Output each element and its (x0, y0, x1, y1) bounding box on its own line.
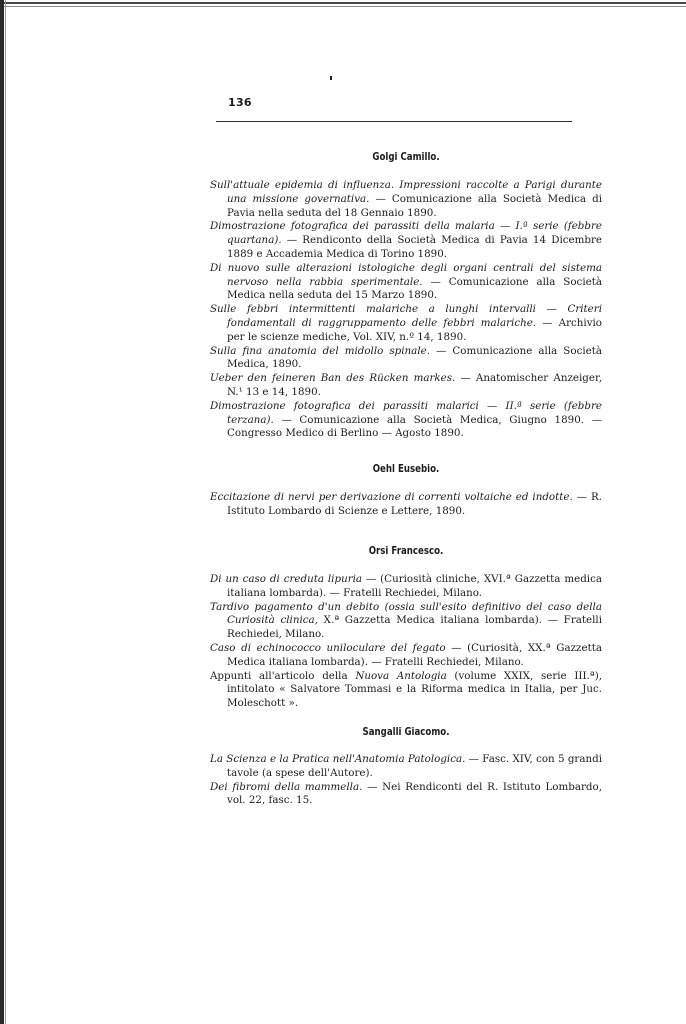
entry-details: — (Curiosità cliniche, XVI.ª Gazzetta medica italiana lombarda). — Fratelli Rechiedei, Milano. (227, 573, 602, 599)
entry-details: X.ª Gazzetta Medica italiana lombarda). — Fratelli Rechiedei, Milano. (227, 614, 603, 641)
entry-title: Sull'attuale epidemia di influenza. Impressioni raccolte a Parigi durante una missione governativa. (210, 179, 602, 205)
bib-entry (210, 781, 602, 809)
bib-entry (210, 345, 602, 373)
entry-prefix: Appunti all'articolo della (210, 669, 356, 682)
bib-entry (210, 491, 602, 519)
entry-details: — Comunicazione alla Società Medica, Giugno 1890. — Congresso Medico di Berlino — Agosto 1890. (227, 413, 602, 440)
entry-title: La Scienza e la Pratica nell'Anatomia Patologica. (210, 753, 466, 765)
entry-details: — Comunicazione alla Società Medica di Pavia nella seduta del 18 Gennaio 1890. (227, 192, 602, 219)
bib-entry (210, 601, 602, 642)
scan-left-edge-inner (5, 0, 6, 1024)
entries-sangalli (210, 753, 602, 808)
scan-left-edge (0, 0, 4, 1024)
entry-details: — Anatomischer Anzeiger, N.¹ 13 e 14, 1890. (227, 372, 603, 398)
bib-entry (210, 670, 602, 711)
entry-details: — Fasc. XIV, con 5 grandi tavole (a spese dell'Autore). (227, 753, 602, 779)
entry-title: Dimostrazione fotografica dei parassiti della malaria — I.ª serie (febbre quartana). (210, 220, 602, 247)
author-heading-golgi: Golgi Camillo. (372, 151, 440, 163)
header-rule (216, 121, 572, 122)
entry-title: Di nuovo sulle alterazioni istologiche degli organi centrali del sistema nervoso nella rabbia sperimentale. (210, 261, 602, 288)
entry-title: Eccitazione di nervi per derivazione di correnti voltaiche ed indotte. (210, 491, 573, 503)
entry-details: — Comunicazione alla Società Medica nella seduta del 15 Marzo 1890. (227, 275, 602, 302)
entry-title: Caso di echinococco uniloculare del fegato (210, 641, 446, 654)
entry-details: — (Curiosità, XX.ª Gazzetta Medica italiana lombarda). — Fratelli Rechiedei, Milano. (227, 641, 602, 668)
entries-orsi (210, 573, 602, 711)
scan-top-edge (0, 0, 686, 10)
bib-entry (210, 642, 602, 670)
bib-entry (210, 179, 602, 220)
entries-golgi (210, 179, 602, 441)
ink-speck (330, 76, 332, 80)
bib-entry (210, 303, 602, 344)
author-heading-oehl: Oehl Eusebio. (372, 463, 440, 475)
entry-title: Tardivo pagamento d'un debito (ossia sull'esito definitivo del caso della Curiosità clinica, (210, 600, 602, 627)
entry-details: — R. Istituto Lombardo di Scienze e Lettere, 1890. (227, 491, 602, 517)
entry-title: Sulla fina anatomia del midollo spinale. (210, 344, 430, 357)
entry-details: (volume XXIX, serie III.ª), intitolato « Salvatore Tommasi e la Riforma medica in Italia, per Juc. Moleschott ». (227, 669, 602, 710)
bib-entry (210, 262, 602, 303)
entry-title: Di un caso di creduta lipuria (210, 573, 363, 585)
bib-entry (210, 573, 602, 601)
entry-title: Dimostrazione fotografica dei parassiti malarici — II.ª serie (febbre terzana). (210, 399, 602, 426)
bib-entry (210, 372, 602, 400)
entry-details: — Archivio per le scienze mediche, Vol. XIV, n.º 14, 1890. (227, 316, 603, 343)
entry-title: Nuova Antologia (355, 669, 447, 682)
entry-details: — Comunicazione alla Società Medica, 1890. (227, 344, 602, 371)
author-heading-sangalli: Sangalli Giacomo. (362, 726, 450, 738)
entry-details: — Rendiconto della Società Medica di Pavia 14 Dicembre 1889 e Accademia Medica di Torino 1890. (227, 234, 602, 260)
bib-entry (210, 220, 602, 261)
entry-title: Dei fibromi della mammella. (210, 780, 363, 793)
entry-title: Sulle febbri intermittenti malariche a lunghi intervalli — Criteri fondamentali di raggruppamento delle febbri malariche. (210, 303, 602, 329)
entries-oehl (210, 491, 602, 519)
page-number: 136 (228, 96, 252, 109)
entry-title: Ueber den feineren Ban des Rücken markes. (210, 372, 456, 385)
entry-details: — Nei Rendiconti del R. Istituto Lombardo, vol. 22, fasc. 15. (227, 780, 602, 807)
bib-entry (210, 400, 602, 441)
author-heading-orsi: Orsi Francesco. (368, 545, 444, 557)
bib-entry (210, 753, 602, 781)
